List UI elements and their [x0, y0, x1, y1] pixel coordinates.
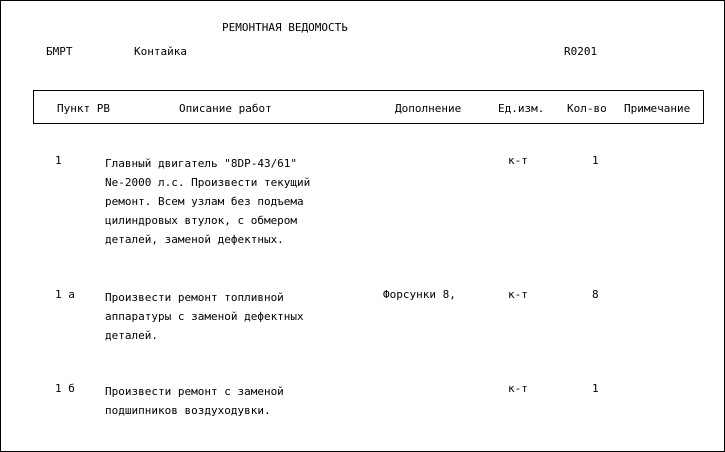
row-unit: к-т — [508, 382, 528, 395]
description-line: Ne-2000 л.с. Произвести текущий — [105, 176, 311, 189]
description-line: аппаратуры с заменой дефектных — [105, 310, 304, 323]
document-code: R0201 — [564, 45, 598, 58]
row-item: 1 — [55, 154, 62, 167]
description-line: цилиндровых втулок, с обмером — [105, 214, 298, 227]
header-addition: Дополнение — [395, 102, 462, 115]
header-unit: Ед.изм. — [498, 102, 545, 115]
row-description — [105, 382, 284, 420]
row-description — [105, 288, 304, 345]
document-title: РЕМОНТНАЯ ВЕДОМОСТЬ — [222, 21, 348, 34]
header-note: Примечание — [624, 102, 691, 115]
row-quantity: 1 — [592, 382, 599, 395]
row-description — [105, 154, 310, 249]
row-quantity: 8 — [592, 288, 599, 301]
vessel-name: Контайка — [134, 45, 187, 58]
row-quantity: 1 — [592, 154, 599, 167]
description-line: Произвести ремонт топливной — [105, 291, 284, 304]
header-quantity: Кол-во — [567, 102, 607, 115]
description-line: ремонт. Всем узлам без подъема — [105, 195, 304, 208]
description-line: деталей, заменой дефектных. — [105, 233, 284, 246]
vessel-code: БМРТ — [46, 45, 73, 58]
description-line: подшипников воздуходувки. — [105, 404, 271, 417]
row-unit: к-т — [508, 154, 528, 167]
header-item: Пункт РВ — [57, 102, 110, 115]
description-line: Главный двигатель "8DP-43/61" — [105, 157, 298, 170]
row-item: 1 б — [55, 382, 75, 395]
row-item: 1 а — [55, 288, 75, 301]
description-line: деталей. — [105, 329, 158, 342]
header-description: Описание работ — [179, 102, 272, 115]
description-line: Произвести ремонт с заменой — [105, 385, 284, 398]
row-unit: к-т — [508, 288, 528, 301]
row-addition: Форсунки 8, — [383, 288, 456, 301]
